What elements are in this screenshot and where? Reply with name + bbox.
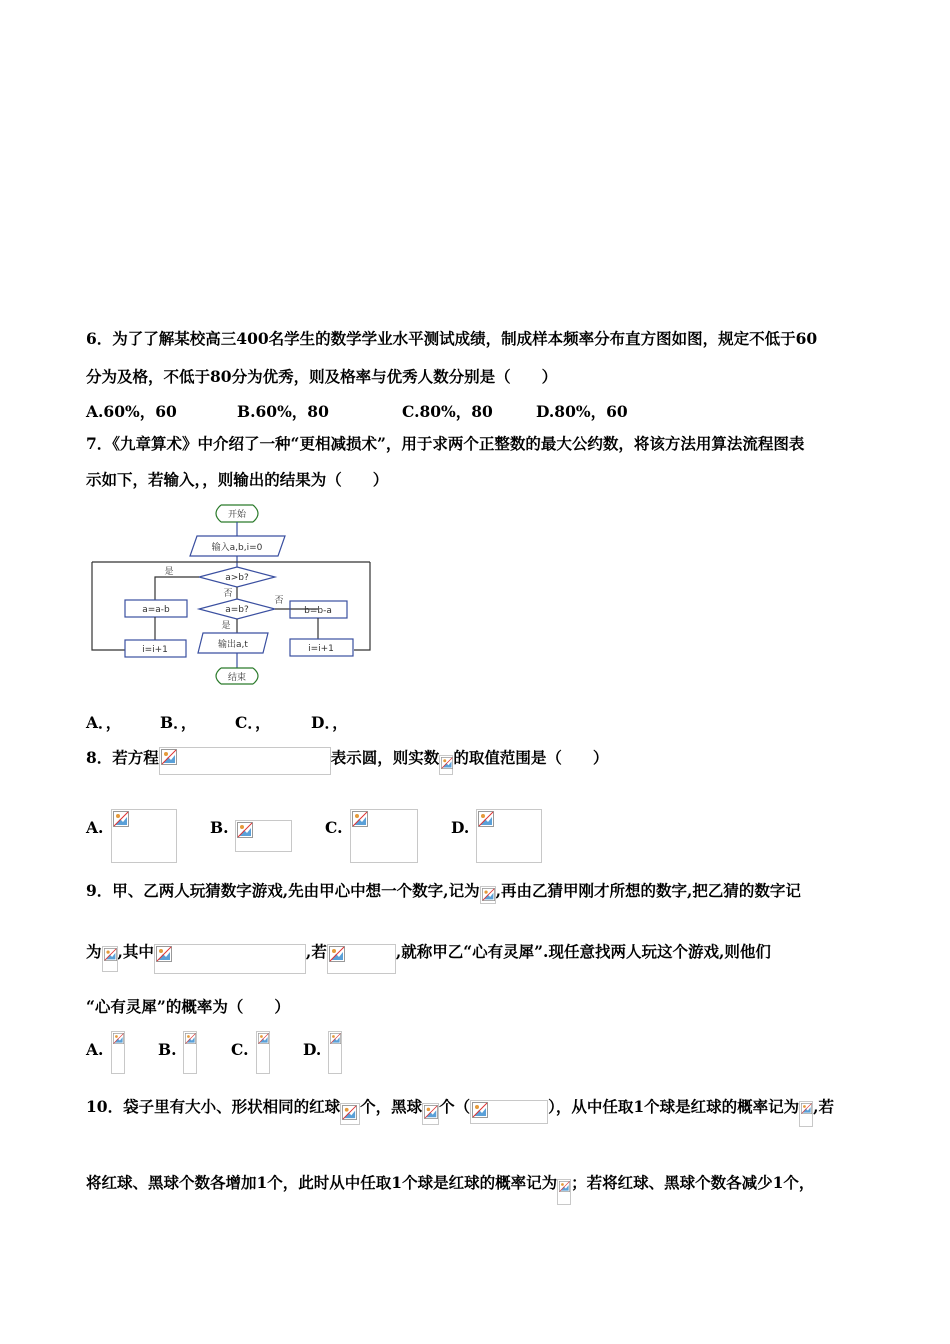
broken-image-icon xyxy=(559,1181,570,1192)
q7-line2: 示如下，若输入，，则输出的结果为（ ） xyxy=(86,470,389,489)
gcd-flowchart xyxy=(85,500,380,692)
q8-variable-image xyxy=(439,755,453,775)
q8-option-a-image xyxy=(111,809,177,863)
q8-option-d-image xyxy=(476,809,542,863)
q9-option-c-label: C. xyxy=(231,1040,249,1059)
q9-line1-post: ,再由乙猜甲刚才所想的数字,把乙猜的数字记 xyxy=(495,881,801,900)
left-assign-label: a=a-b xyxy=(142,605,170,615)
left-inc-label: i=i+1 xyxy=(142,645,168,655)
input-label: 输入a,b,i=0 xyxy=(211,543,263,553)
q6-option-c: C.80%，80 xyxy=(402,402,493,421)
output-label: 输出a,t xyxy=(218,640,248,650)
broken-image-icon xyxy=(441,757,453,769)
broken-image-icon xyxy=(329,946,345,962)
q7-option-a: A．， xyxy=(86,713,122,732)
q7-option-b: B．， xyxy=(160,713,197,732)
q9-line2-b: ,其中 xyxy=(117,942,154,961)
q8-line xyxy=(86,745,608,773)
end-label: 结束 xyxy=(227,673,247,683)
broken-image-icon xyxy=(801,1103,812,1114)
q10-line1-b: 个，黑球 xyxy=(360,1097,423,1116)
start-label: 开始 xyxy=(227,510,247,520)
q6-line1: 6．为了了解某校高三400名学生的数学学业水平测试成绩，制成样本频率分布直方图如图，规定不低于60 xyxy=(86,329,818,348)
right-assign-label: b=b-a xyxy=(304,606,332,616)
broken-image-icon xyxy=(424,1105,438,1119)
q9-line2 xyxy=(86,938,771,968)
broken-image-icon xyxy=(478,811,494,827)
right-inc-label: i=i+1 xyxy=(308,644,334,654)
broken-image-icon xyxy=(104,948,117,961)
q8-option-a-label: A. xyxy=(86,818,104,837)
q8-option-c-label: C. xyxy=(325,818,343,837)
q8-equation-image xyxy=(159,747,331,775)
q10-line2-a: 将红球、黑球个数各增加1个，此时从中任取1个球是红球的概率记为 xyxy=(86,1173,558,1192)
q9-line2-a: 为 xyxy=(86,942,102,961)
q6-line2: 分为及格，不低于80分为优秀，则及格率与优秀人数分别是（ ） xyxy=(86,367,558,386)
q9-condition-image xyxy=(154,944,306,974)
q8-mid: 表示圆，则实数 xyxy=(330,748,440,767)
q9-line1-pre: 9．甲、乙两人玩猜数字游戏,先由甲心中想一个数字,记为 xyxy=(86,881,480,900)
broken-image-icon xyxy=(185,1033,196,1044)
q10-line1-a: 10．袋子里有大小、形状相同的红球 xyxy=(86,1097,341,1116)
q10-line1 xyxy=(86,1095,834,1121)
cond2-label: a=b? xyxy=(225,605,249,615)
q6-option-b: B.60%，80 xyxy=(237,402,329,421)
broken-image-icon xyxy=(237,822,253,838)
broken-image-icon xyxy=(156,946,172,962)
broken-image-icon xyxy=(113,811,129,827)
q8-option-c-image xyxy=(350,809,418,863)
broken-image-icon xyxy=(482,888,495,901)
q10-condition-image xyxy=(470,1100,548,1124)
q10-line2 xyxy=(86,1171,814,1197)
q10-line1-d: ），从中任取1个球是红球的概率记为 xyxy=(548,1097,800,1116)
q7-line1: 7．《九章算术》中介绍了一种“更相减损术”，用于求两个正整数的最大公约数，将该方法用算法流程图表 xyxy=(86,434,805,453)
q9-option-a-image xyxy=(111,1031,125,1074)
broken-image-icon xyxy=(113,1033,124,1044)
q8-pre: 8．若方程 xyxy=(86,748,159,767)
q10-line1-c: 个（ xyxy=(439,1097,471,1116)
yes1-label: 是 xyxy=(164,567,174,577)
broken-image-icon xyxy=(258,1033,269,1044)
q9-var-b-image xyxy=(102,946,118,972)
q10-red-count-image xyxy=(340,1103,360,1125)
no1-label: 否 xyxy=(223,589,233,599)
q7-option-c: C．， xyxy=(235,713,271,732)
broken-image-icon xyxy=(342,1105,357,1120)
q8-post: 的取值范围是（ ） xyxy=(453,748,609,767)
q9-option-d-label: D. xyxy=(303,1040,322,1059)
cond1-label: a>b? xyxy=(225,573,249,583)
q9-option-a-label: A. xyxy=(86,1040,104,1059)
q10-line2-b: ；若将红球、黑球个数各减少1个， xyxy=(571,1173,815,1192)
q9-option-d-image xyxy=(328,1031,342,1074)
q9-option-b-label: B. xyxy=(158,1040,177,1059)
q6-option-a: A.60%，60 xyxy=(86,402,177,421)
broken-image-icon xyxy=(161,749,177,765)
q10-line1-e: ,若 xyxy=(813,1097,835,1116)
q9-var-a-image xyxy=(480,886,496,904)
no2-label: 否 xyxy=(274,596,284,606)
q9-line2-c: ,若 xyxy=(305,942,327,961)
yes2-label: 是 xyxy=(221,621,231,631)
q9-option-b-image xyxy=(183,1031,197,1074)
q9-option-c-image xyxy=(256,1031,270,1074)
q10-p1-image xyxy=(799,1101,813,1127)
q6-option-d: D.80%，60 xyxy=(536,402,628,421)
q8-option-b-label: B. xyxy=(210,818,229,837)
q10-black-count-image xyxy=(422,1103,439,1125)
broken-image-icon xyxy=(472,1102,488,1118)
q9-inequality-image xyxy=(327,944,396,974)
q7-option-d: D．， xyxy=(311,713,348,732)
q8-option-b-image xyxy=(235,820,292,852)
q10-p2-image xyxy=(557,1179,571,1205)
broken-image-icon xyxy=(352,811,368,827)
q9-line2-d: ,就称甲乙“心有灵犀”.现任意找两人玩这个游戏,则他们 xyxy=(395,942,771,961)
q8-option-d-label: D. xyxy=(451,818,470,837)
q9-line1 xyxy=(86,881,801,901)
q9-line3: “心有灵犀”的概率为（ ） xyxy=(86,997,290,1016)
broken-image-icon xyxy=(330,1033,341,1044)
